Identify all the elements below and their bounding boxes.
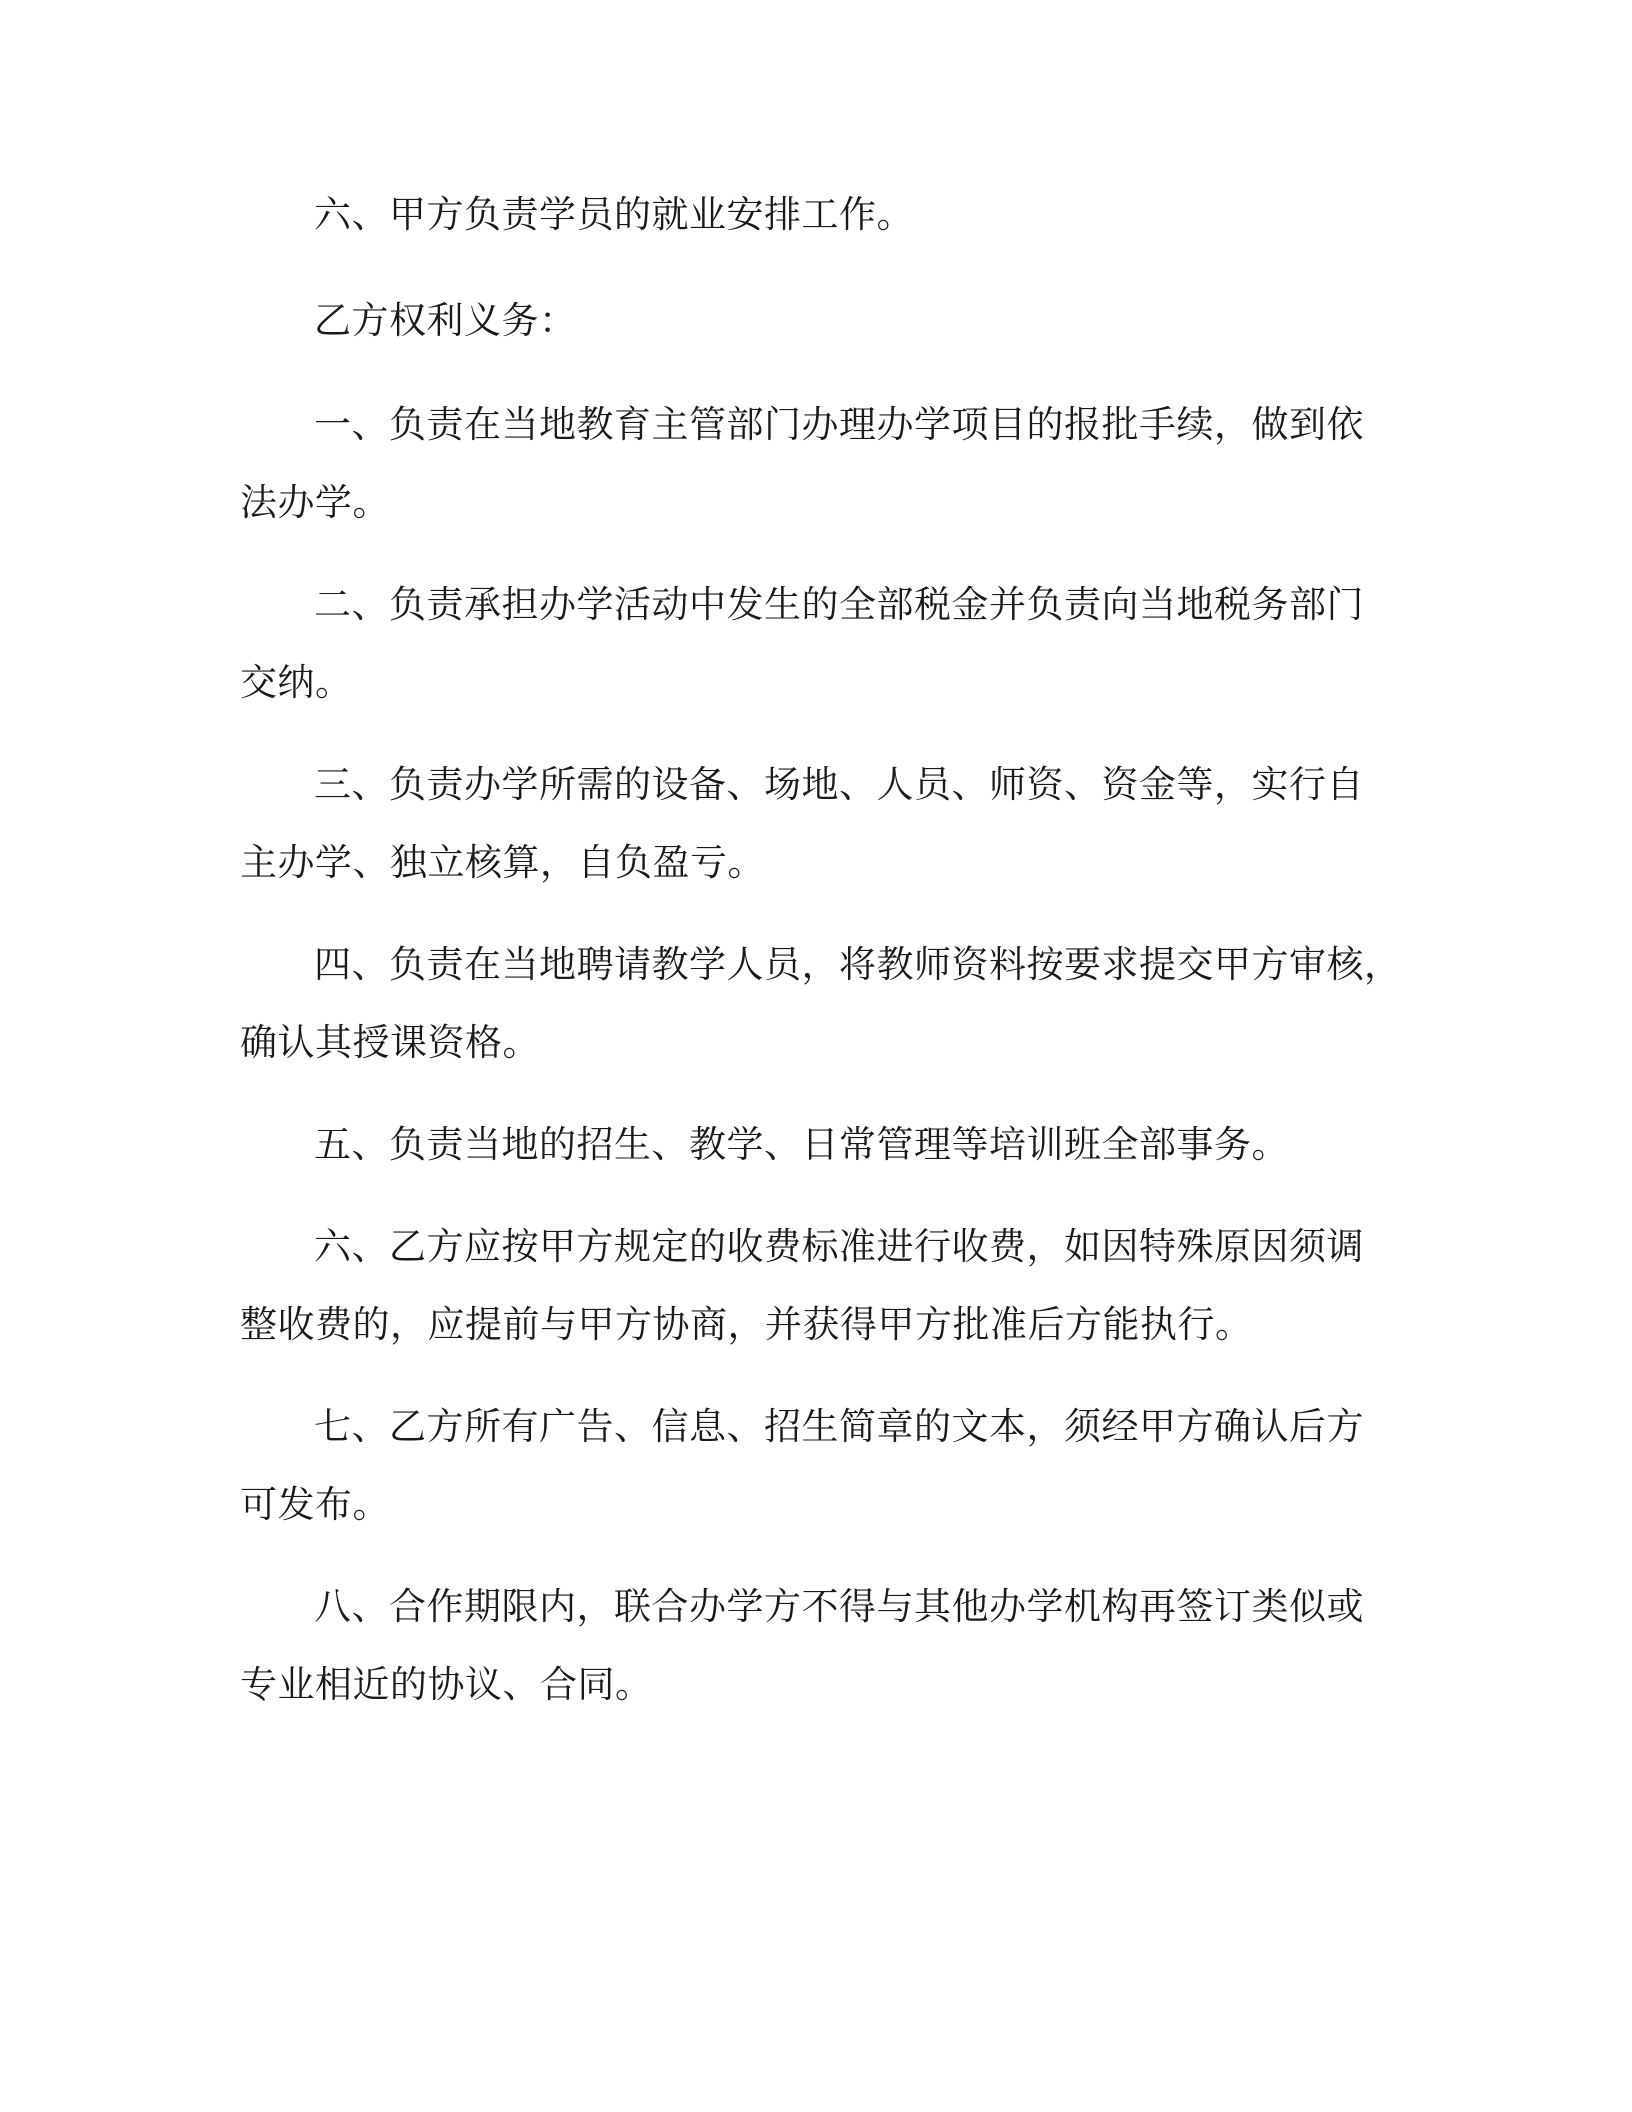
heading-line: 乙方权利义务：	[314, 299, 577, 342]
paragraph-line: 五、负责当地的招生、教学、日常管理等培训班全部事务。	[314, 1123, 1289, 1166]
paragraph-5-affairs	[240, 1106, 1390, 1184]
paragraph-line: 三、负责办学所需的设备、场地、人员、师资、资金等，实行自	[314, 763, 1364, 806]
paragraph-line: 交纳。	[240, 661, 353, 704]
paragraph-7-advertising	[240, 1388, 1390, 1544]
paragraph-line: 二、负责承担办学活动中发生的全部税金并负责向当地税务部门	[314, 583, 1364, 626]
paragraph-line: 专业相近的协议、合同。	[240, 1663, 653, 1706]
paragraph-line: 六、甲方负责学员的就业安排工作。	[314, 193, 914, 236]
paragraph-6-employment	[240, 176, 1390, 254]
paragraph-line: 八、合作期限内，联合办学方不得与其他办学机构再签订类似或	[314, 1585, 1364, 1628]
paragraph-6-fees	[240, 1208, 1390, 1364]
paragraph-line: 确认其授课资格。	[240, 1021, 540, 1064]
paragraph-line: 一、负责在当地教育主管部门办理办学项目的报批手续，做到依	[314, 403, 1364, 446]
paragraph-line: 整收费的，应提前与甲方协商，并获得甲方批准后方能执行。	[240, 1303, 1253, 1346]
paragraph-line: 七、乙方所有广告、信息、招生简章的文本，须经甲方确认后方	[314, 1405, 1364, 1448]
paragraph-1-approval	[240, 386, 1390, 542]
paragraph-line: 六、乙方应按甲方规定的收费标准进行收费，如因特殊原因须调	[314, 1225, 1364, 1268]
paragraph-line: 主办学、独立核算，自负盈亏。	[240, 841, 765, 884]
paragraph-2-taxes	[240, 566, 1390, 722]
paragraph-line: 可发布。	[240, 1483, 390, 1526]
paragraph-3-resources	[240, 746, 1390, 902]
paragraph-line: 四、负责在当地聘请教学人员，将教师资料按要求提交甲方审核，	[314, 943, 1402, 986]
section-heading-party-b-rights	[240, 282, 1390, 360]
paragraph-8-exclusivity	[240, 1568, 1390, 1724]
paragraph-4-teachers	[240, 926, 1402, 1082]
paragraph-line: 法办学。	[240, 481, 390, 524]
